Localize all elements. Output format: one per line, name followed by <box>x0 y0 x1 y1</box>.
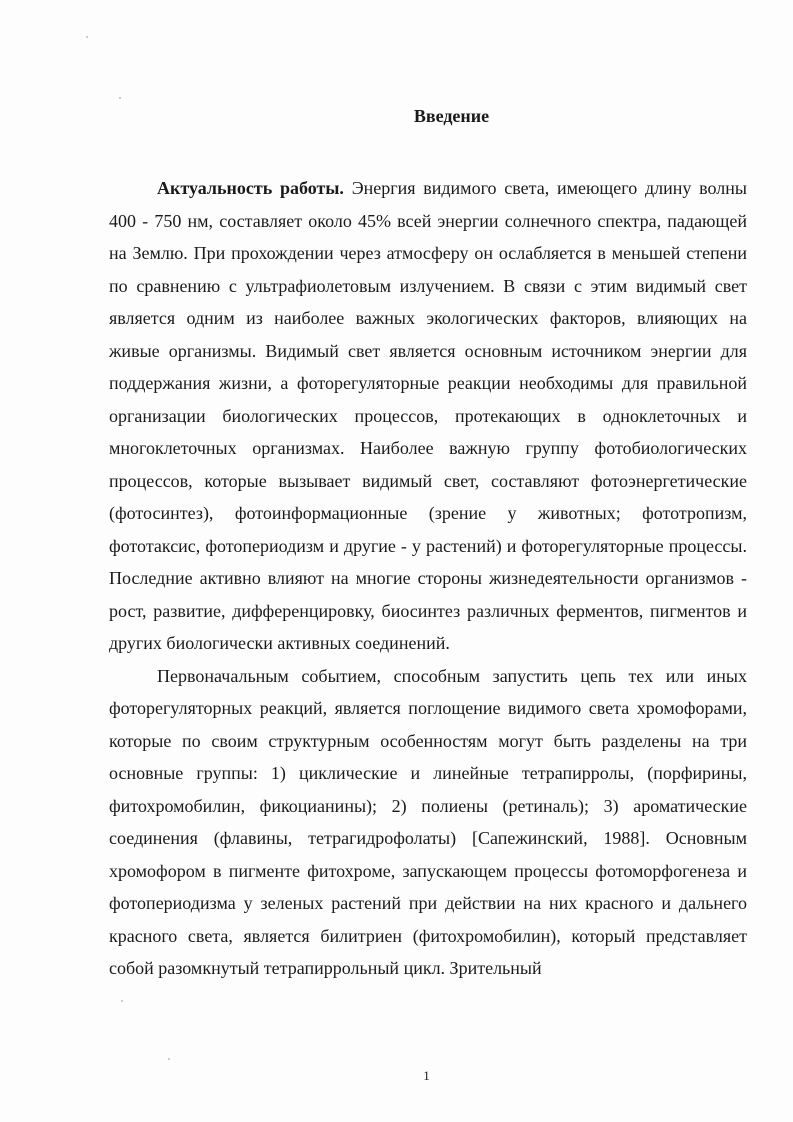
scan-speck <box>86 36 88 38</box>
scan-speck <box>119 97 121 99</box>
paragraph-text: Первоначальным событием, способным запустить цепь тех или иных фоторегуляторных реакций, является поглощение видимого света хромофорами, которые по своим структурным особенностям могут быть разделены на три основные группы: 1) циклические и линейные тетрапирролы, (порфирины, фитохромобилин, фикоцианины); 2) полиены (ретиналь); 3) ароматические соединения (флавины, тетрагидрофолаты) [Сапежинский, 1988]. Основным хромофором в пигменте фитохроме, запускающем процессы фотоморфогенеза и фотопериодизма у зеленых растений при действии на них красного и дальнего красного света, является билитриен (фитохромобилин), который представляет собой разомкнутый тетрапиррольный цикл. Зрительный <box>109 665 747 978</box>
paragraph-relevance <box>109 172 747 660</box>
page-number: 1 <box>423 1068 430 1083</box>
scan-speck <box>121 1000 123 1002</box>
paragraph-chromophores <box>109 660 747 985</box>
section-heading: Введение <box>413 106 490 126</box>
paragraph-text: Энергия видимого света, имеющего длину волны 400 - 750 нм, составляет около 45% всей энергии солнечного спектра, падающей на Землю. При прохождении через атмосферу он ослабляется в меньшей степени по сравнению с ультрафиолетовым излучением. В связи с этим видимый свет является одним из наиболее важных экологических факторов, влияющих на живые организмы. Видимый свет является основным источником энергии для поддержания жизни, а фоторегуляторные реакции необходимы для правильной организации биологических процессов, протекающих в одноклеточных и многоклеточных организмах. Наиболее важную группу фотобиологических процессов, которые вызывает видимый свет, составляют фотоэнергетические (фотосинтез), фотоинформационные (зрение у животных; фототропизм, фототаксис, фотопериодизм и другие - у растений) и фоторегуляторные процессы. Последние активно влияют на многие стороны жизнедеятельности организмов - рост, развитие, дифференцировку, биосинтез различных ферментов, пигментов и других биологически активных соединений. <box>109 178 747 653</box>
scan-speck <box>168 1058 170 1060</box>
paragraph-lead: Актуальность работы. <box>157 178 344 198</box>
body-text <box>109 172 747 985</box>
